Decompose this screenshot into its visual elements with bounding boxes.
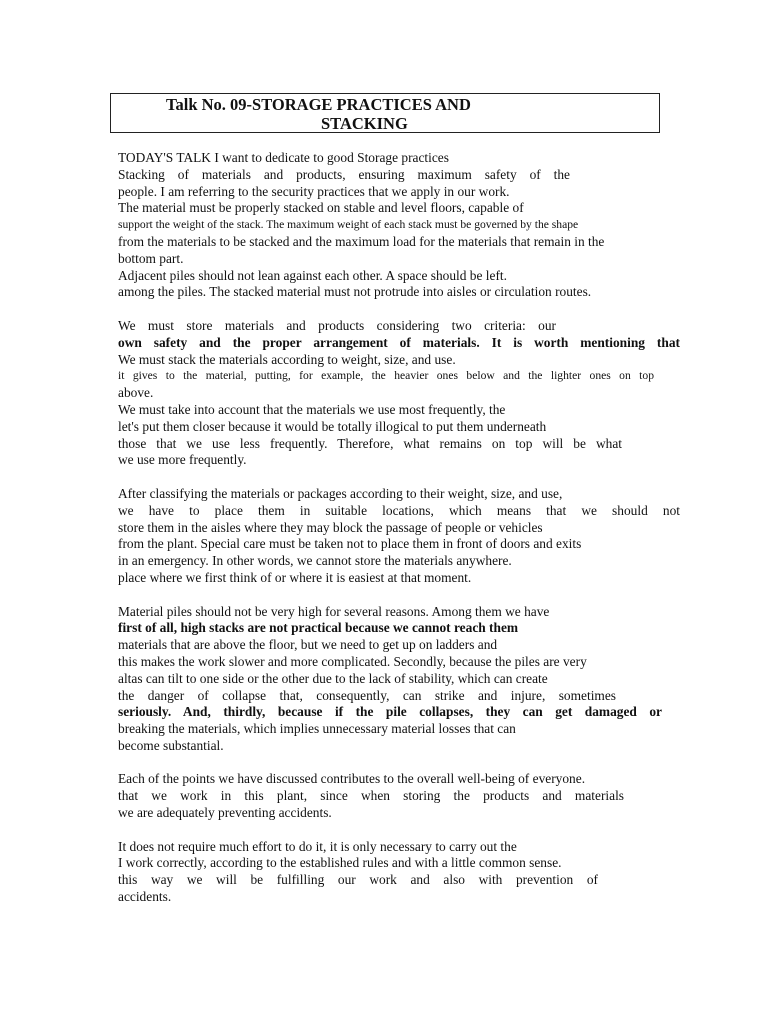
paragraph-2-line: We must stack the materials according to weight, size, and use. xyxy=(118,351,456,367)
paragraph-3-line: After classifying the materials or packages according to their weight, size, and use, xyxy=(118,485,563,501)
paragraph-4-line: materials that are above the floor, but we need to get up on ladders and xyxy=(118,637,498,653)
paragraph-2-line: it gives to the material, putting, for example, the heavier ones below and the lighter ones on top xyxy=(118,369,654,383)
paragraph-6-line: It does not require much effort to do it, it is only necessary to carry out the xyxy=(118,838,517,854)
paragraph-1-line: bottom part. xyxy=(118,250,184,266)
paragraph-gap xyxy=(118,822,698,839)
document-body xyxy=(118,150,698,906)
paragraph-1-line: from the materials to be stacked and the maximum load for the materials that remain in the xyxy=(118,233,605,249)
paragraph-gap xyxy=(118,469,698,486)
paragraph-gap xyxy=(118,301,698,318)
paragraph-1-line: The material must be properly stacked on stable and level floors, capable of xyxy=(118,200,524,216)
paragraph-6-line: this way we will be fulfilling our work and also with prevention of xyxy=(118,872,598,888)
paragraph-6-line: accidents. xyxy=(118,889,172,905)
paragraph-1-line: support the weight of the stack. The maximum weight of each stack must be governed by the shape xyxy=(118,218,579,232)
paragraph-2-line: let's put them closer because it would be totally illogical to put them underneath xyxy=(118,418,547,434)
paragraph-2-line: those that we use less frequently. Therefore, what remains on top will be what xyxy=(118,435,622,451)
paragraph-gap xyxy=(118,587,698,604)
paragraph-5-line: we are adequately preventing accidents. xyxy=(118,805,332,821)
paragraph-3-line: place where we first think of or where it is easiest at that moment. xyxy=(118,569,472,585)
title-line-2: STACKING xyxy=(321,114,408,133)
paragraph-1-line: TODAY'S TALK I want to dedicate to good Storage practices xyxy=(118,150,449,165)
paragraph-2-line: We must take into account that the materials we use most frequently, the xyxy=(118,401,506,417)
paragraph-5-line: that we work in this plant, since when storing the products and materials xyxy=(118,788,624,804)
paragraph-2-line: we use more frequently. xyxy=(118,452,247,468)
paragraph-4-line: first of all, high stacks are not practical because we cannot reach them xyxy=(118,620,519,636)
paragraph-1-line: Adjacent piles should not lean against each other. A space should be left. xyxy=(118,267,507,283)
paragraph-4-line: the danger of collapse that, consequently, can strike and injure, sometimes xyxy=(118,687,616,703)
paragraph-1-line: people. I am referring to the security practices that we apply in our work. xyxy=(118,183,510,199)
paragraph-2-line: We must store materials and products considering two criteria: our xyxy=(118,317,556,333)
paragraph-3-line: in an emergency. In other words, we cannot store the materials anywhere. xyxy=(118,553,512,569)
paragraph-4-line: seriously. And, thirdly, because if the pile collapses, they can get damaged or xyxy=(118,704,662,720)
paragraph-4-line: altas can tilt to one side or the other due to the lack of stability, which can create xyxy=(118,670,548,686)
paragraph-2-line: above. xyxy=(118,385,154,401)
paragraph-3-line: we have to place them in suitable locations, which means that we should not xyxy=(118,502,680,518)
paragraph-1-line: among the piles. The stacked material must not protrude into aisles or circulation routes. xyxy=(118,284,592,300)
paragraph-4-line: breaking the materials, which implies unnecessary material losses that can xyxy=(118,721,516,737)
paragraph-2-line: own safety and the proper arrangement of materials. It is worth mentioning that xyxy=(118,334,680,350)
paragraph-5-line: Each of the points we have discussed contributes to the overall well-being of everyone. xyxy=(118,771,586,787)
paragraph-3-line: from the plant. Special care must be taken not to place them in front of doors and exits xyxy=(118,536,582,552)
paragraph-gap xyxy=(118,755,698,772)
paragraph-4-line: Material piles should not be very high for several reasons. Among them we have xyxy=(118,603,550,619)
paragraph-6-line: I work correctly, according to the established rules and with a little common sense. xyxy=(118,855,562,871)
paragraph-4-line: this makes the work slower and more complicated. Secondly, because the piles are very xyxy=(118,653,587,669)
paragraph-1-line: Stacking of materials and products, ensuring maximum safety of the xyxy=(118,166,570,182)
paragraph-4-line: become substantial. xyxy=(118,737,224,753)
title-box xyxy=(110,93,660,133)
paragraph-3-line: store them in the aisles where they may block the passage of people or vehicles xyxy=(118,519,543,535)
title-line-1: Talk No. 09-STORAGE PRACTICES AND xyxy=(166,95,471,114)
